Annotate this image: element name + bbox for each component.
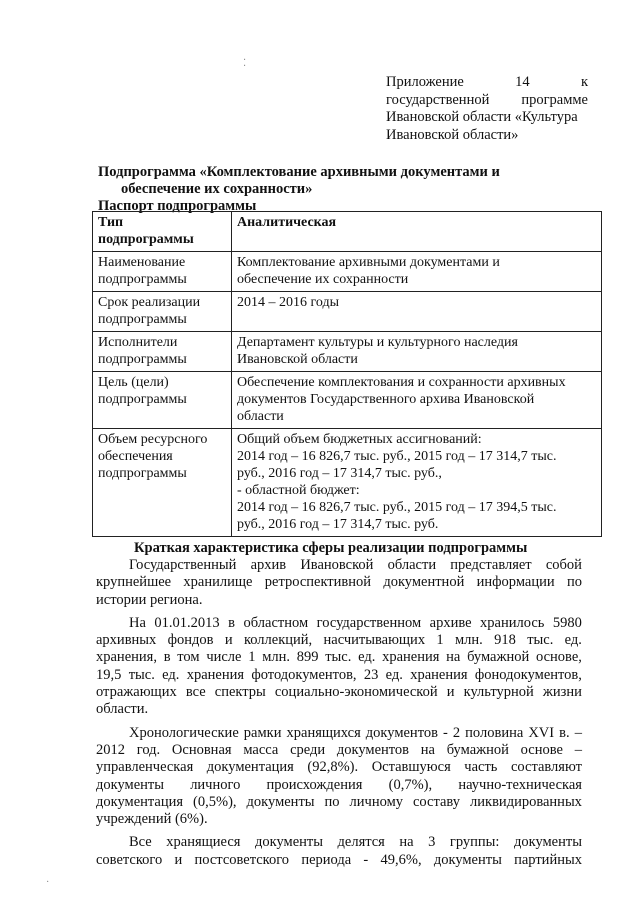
scan-speck: ⁚ bbox=[243, 58, 247, 69]
appendix-line: Ивановской области» bbox=[386, 126, 519, 143]
section-title: Краткая характеристика сферы реализации подпрограммы bbox=[134, 540, 528, 556]
passport-table bbox=[92, 211, 602, 537]
paragraph bbox=[96, 834, 582, 869]
text-line: крупнейшее хранилище ретроспективной документной информации по bbox=[96, 574, 582, 591]
row-label: Наименование подпрограммы bbox=[93, 252, 232, 292]
paragraph: Государственный архив Ивановской области представляет собой крупнейшее хранилище ретроспективной документной информации по истории региона. bbox=[96, 557, 582, 608]
row-label: Тип подпрограммы bbox=[93, 212, 232, 252]
row-value: Общий объем бюджетных ассигнований: 2014 год – 16 826,7 тыс. руб., 2015 год – 17 314,7 тыс. руб., 2016 год – 17 314,7 тыс. руб., - областной бюджет: 2014 год – 16 826,7 тыс. руб., 2015 год – 17 394,5 тыс. руб., 2016 год – 17 314,7 тыс. руб. bbox=[232, 429, 602, 537]
text-line: Все хранящиеся документы делятся на 3 группы: документы bbox=[129, 834, 582, 851]
row-value: Аналитическая bbox=[232, 212, 602, 252]
text-line: советского и постсоветского периода - 49,6%, документы партийных bbox=[96, 851, 582, 868]
text-line: архивных фондов и коллекций, насчитывающих 1 млн. 918 тыс. ед. bbox=[96, 632, 582, 649]
subprogram-title: Подпрограмма «Комплектование архивными документами и обеспечение их сохранности» Паспорт подпрограммы bbox=[98, 164, 568, 215]
row-value: 2014 – 2016 годы bbox=[232, 292, 602, 332]
row-value: Департамент культуры и культурного наследия Ивановской области bbox=[232, 332, 602, 372]
appendix-note bbox=[386, 74, 588, 144]
text-line: управленческая документация (92,8%). Оставшуюся часть составляют bbox=[96, 759, 582, 776]
appendix-line: государственной программе bbox=[386, 91, 588, 108]
text-line: Государственный архив Ивановской области представляет собой bbox=[129, 557, 582, 573]
paragraph: Хронологические рамки хранящихся документов - 2 половина XVI в. – 2012 год. Основная масса среди документов на бумажной основе – управленческая документация (92,8%). Оставшуюся часть составляют документы личного происхождения (0,7%), научно-техническая документация (0,5%), документы по личному составу ликвидированных учреждений (6%). bbox=[96, 724, 582, 828]
row-label: Цель (цели) подпрограммы bbox=[93, 372, 232, 429]
scan-speck: · bbox=[46, 877, 50, 888]
passport-heading: Паспорт подпрограммы bbox=[98, 198, 257, 214]
text-line: Хронологические рамки хранящихся документов - 2 половина XVI в. – bbox=[129, 724, 582, 741]
row-value: Обеспечение комплектования и сохранности архивных документов Государственного архива Ивановской области bbox=[232, 372, 602, 429]
table-row bbox=[93, 292, 602, 332]
text-line: 2012 год. Основная масса среди документов на бумажной основе – bbox=[96, 741, 582, 758]
row-label: Объем ресурсного обеспечения подпрограммы bbox=[93, 429, 232, 537]
table-row bbox=[93, 372, 602, 429]
appendix-line: Ивановской области «Культура bbox=[386, 109, 578, 125]
table-row bbox=[93, 212, 602, 252]
table-row bbox=[93, 429, 602, 537]
table-row bbox=[93, 332, 602, 372]
paragraph: На 01.01.2013 в областном государственном архиве хранилось 5980 архивных фондов и коллекций, насчитывающих 1 млн. 918 тыс. ед. хранения, в том числе 1 млн. 899 тыс. ед. хранения на бумажной основе, 19,5 тыс. ед. хранения фотодокументов, 23 ед. хранения фонодокументов, отражающих все спектры социально-экономической и культурной жизни области. bbox=[96, 614, 582, 718]
appendix-line: Приложение 14 к bbox=[386, 74, 588, 90]
row-value: Комплектование архивными документами и обеспечение их сохранности bbox=[232, 252, 602, 292]
table-row bbox=[93, 252, 602, 292]
text-line: хранения, в том числе 1 млн. 899 тыс. ед. хранения на бумажной основе, bbox=[96, 649, 582, 666]
row-label: Срок реализации подпрограммы bbox=[93, 292, 232, 332]
row-label: Исполнители подпрограммы bbox=[93, 332, 232, 372]
text-line: документация (0,5%), документы по личному составу ликвидированных bbox=[96, 793, 582, 810]
text-line: документы личного происхождения (0,7%), научно-техническая bbox=[96, 776, 582, 793]
body-text bbox=[96, 557, 582, 875]
text-line: отражающих все спектры социально-экономической и культурной жизни bbox=[96, 684, 582, 701]
text-line: 19,5 тыс. ед. хранения фотодокументов, 23 ед. хранения фонодокументов, bbox=[96, 666, 582, 683]
text-line: На 01.01.2013 в областном государственном архиве хранилось 5980 bbox=[129, 614, 582, 631]
